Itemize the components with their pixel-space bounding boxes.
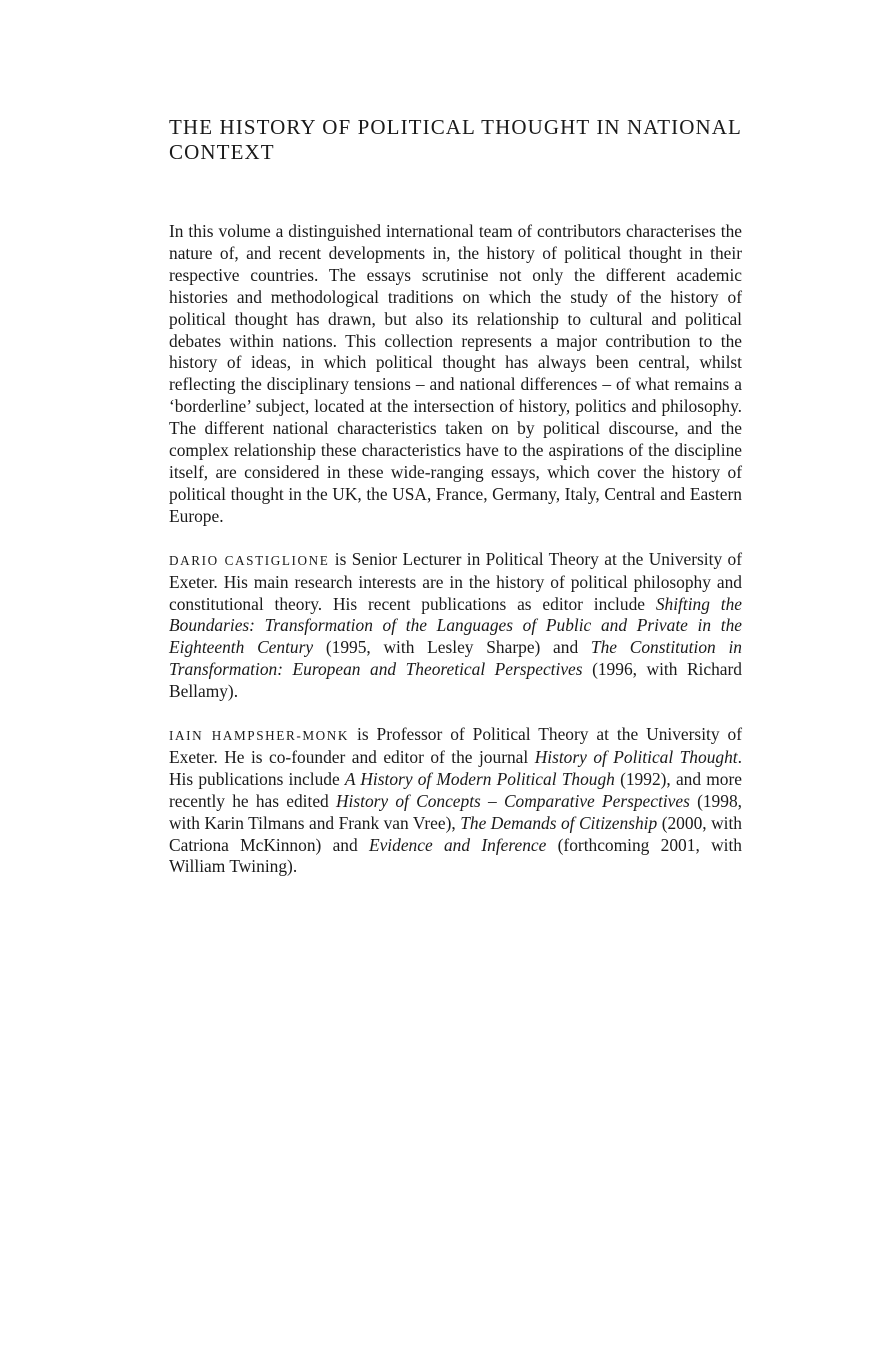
bio-text: is Professor of Political Theory at the University of Exeter. He is co-founder and editor of the journal xyxy=(169,724,742,767)
publication-title: The Constitution in Transformation: European and Theoretical Perspectives xyxy=(169,637,742,680)
book-title: THE HISTORY OF POLITICAL THOUGHT IN NATIONAL CONTEXT xyxy=(169,115,742,164)
editor-bio-hampsher-monk xyxy=(169,724,742,878)
bio-text: is Senior Lecturer in Political Theory at the University of Exeter. His main research interests are in the history of political philosophy and constitutional theory. His recent publications as editor include xyxy=(169,548,743,614)
bio-text: (2000, with Catriona McKinnon) and xyxy=(169,812,742,855)
bio-text: (1992), and more recently he has edited xyxy=(169,768,742,811)
publication-title: History of Concepts – Comparative Perspectives xyxy=(335,790,690,811)
book-description: In this volume a distinguished international team of contributors characterises the nature of, and recent developments in, the history of political thought in their respective countries. The essays scrutinise not only the different academic histories and methodological traditions on which the study of the history of political thought has drawn, but also its relationship to cultural and political debates within nations. This collection represents a major contribution to the history of ideas, in which political thought has always been central, whilst reflecting the disciplinary tensions – and national differences – of what remains a ‘borderline’ subject, located at the intersection of history, politics and philosophy. The different national characteristics taken on by political discourse, and the complex relationship these characteristics have to the aspirations of the discipline itself, are considered in these wide-ranging essays, which cover the history of political thought in the UK, the USA, France, Germany, Italy, Central and Eastern Europe. xyxy=(169,221,742,526)
publication-title: Shifting the Boundaries: Transformation of the Languages of Public and Private in the Eighteenth Century xyxy=(169,593,742,658)
bio-text: (1998, with Karin Tilmans and Frank van Vree), xyxy=(169,790,742,833)
bio-text: (1995, with Lesley Sharpe) and xyxy=(313,637,591,658)
editor-name: DARIO CASTIGLIONE xyxy=(169,552,330,568)
editor-name: IAIN HAMPSHER-MONK xyxy=(169,728,350,744)
bio-text: . His publications include xyxy=(169,746,742,789)
publication-title: A History of Modern Political Though xyxy=(344,768,615,789)
bio-text: (forthcoming 2001, with William Twining). xyxy=(169,834,742,877)
book-page xyxy=(169,115,742,878)
publication-title: The Demands of Citizenship xyxy=(460,812,658,833)
bio-text: (1996, with Richard Bellamy). xyxy=(169,659,742,702)
editor-bio-castiglione xyxy=(169,549,742,703)
journal-title: History of Political Thought xyxy=(534,746,738,767)
publication-title: Evidence and Inference xyxy=(368,834,547,855)
